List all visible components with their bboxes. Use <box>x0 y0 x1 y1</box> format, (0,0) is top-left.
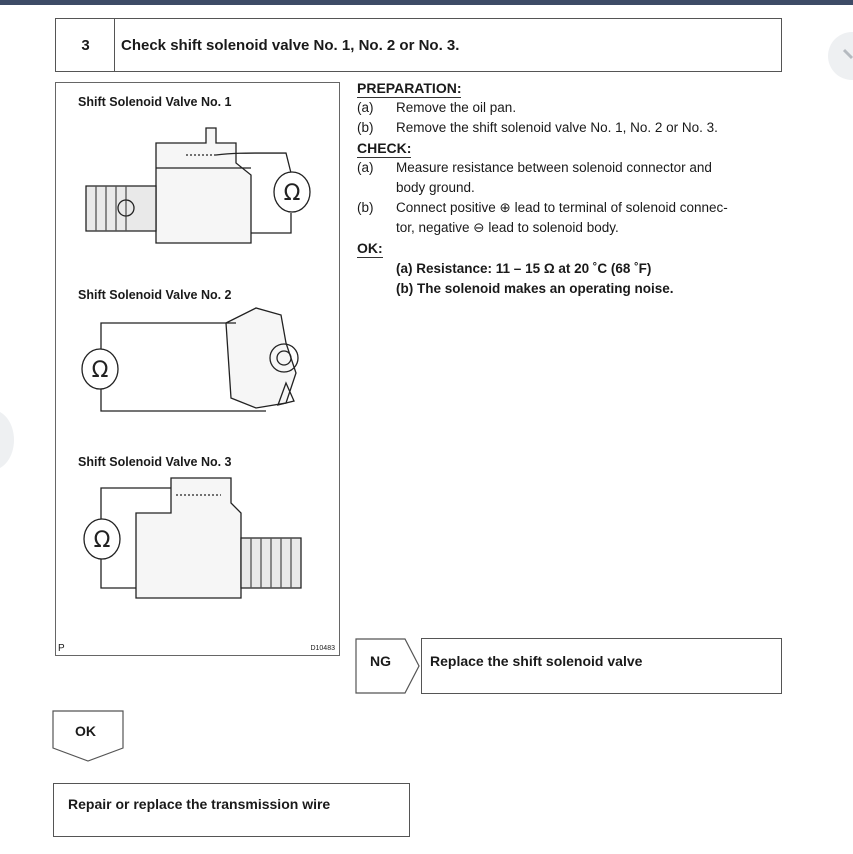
preparation-heading: PREPARATION: <box>357 80 462 96</box>
top-bar <box>0 0 853 5</box>
figure-code: D10483 <box>310 645 335 652</box>
step-number: 3 <box>55 18 115 72</box>
ok-criterion-a: (a) Resistance: 11 – 15 Ω at 20 ˚C (68 ˚F) <box>396 261 652 276</box>
ng-action-box[interactable] <box>421 638 782 694</box>
ng-label: NG <box>370 653 391 669</box>
ok-action-text: Repair or replace the transmission wire <box>68 796 331 812</box>
ok-action-box[interactable] <box>53 783 410 837</box>
diagram-label-valve-2: Shift Solenoid Valve No. 2 <box>78 288 232 302</box>
solenoid-diagram <box>55 82 340 656</box>
ng-action-text: Replace the shift solenoid valve <box>430 653 643 669</box>
chevron-right-icon <box>828 32 853 80</box>
check-heading: CHECK: <box>357 140 412 156</box>
ok-label: OK <box>75 723 96 739</box>
ohm-symbol-1: Ω <box>283 181 301 206</box>
corner-mark: P <box>58 643 65 654</box>
left-scroll-hint[interactable] <box>0 410 14 470</box>
ok-heading: OK: <box>357 240 383 256</box>
right-scroll-hint[interactable] <box>828 32 853 80</box>
ohm-symbol-3: Ω <box>93 528 111 553</box>
solenoid-drawings <box>56 83 339 655</box>
step-title: Check shift solenoid valve No. 1, No. 2 or No. 3. <box>114 18 782 72</box>
ohm-symbol-2: Ω <box>91 358 109 383</box>
diagram-label-valve-1: Shift Solenoid Valve No. 1 <box>78 95 232 109</box>
ok-criterion-b: (b) The solenoid makes an operating noise. <box>396 281 674 296</box>
diagram-label-valve-3: Shift Solenoid Valve No. 3 <box>78 455 232 469</box>
